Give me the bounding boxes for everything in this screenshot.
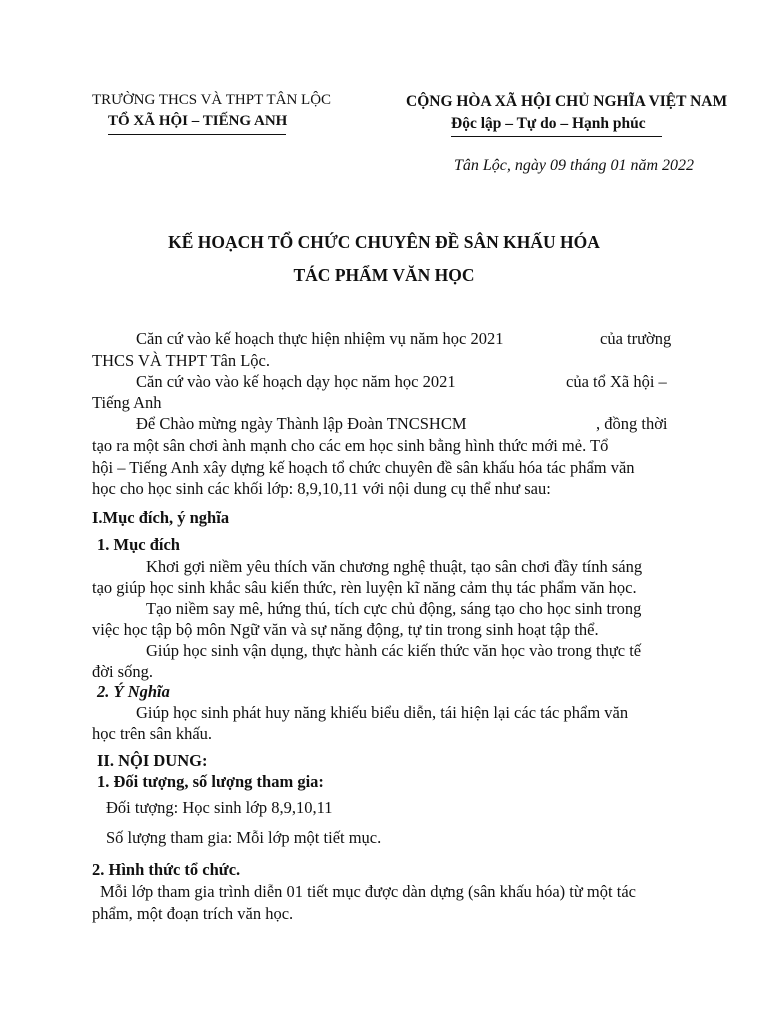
section-2-line-4: phẩm, một đoạn trích văn học. bbox=[92, 904, 294, 923]
intro-p2-c: Tiếng Anh bbox=[92, 393, 162, 412]
section-1-line-7: Giúp học sinh phát huy năng khiếu biểu diễn, tái hiện lại các tác phẩm văn bbox=[136, 703, 629, 722]
department-name: TỔ XÃ HỘI – TIẾNG ANH bbox=[108, 113, 288, 129]
intro-p3-b: , đồng thời bbox=[596, 414, 668, 433]
school-name: TRƯỜNG THCS VÀ THPT TÂN LỘC bbox=[92, 92, 332, 108]
section-1-line-2: tạo giúp học sinh khắc sâu kiến thức, rèn luyện kĩ năng cảm thụ tác phẩm văn học. bbox=[92, 578, 637, 597]
motto-underline bbox=[451, 136, 662, 137]
section-1-line-8: học trên sân khấu. bbox=[92, 724, 213, 743]
section-2-line-1: Đối tượng: Học sinh lớp 8,9,10,11 bbox=[106, 798, 333, 817]
section-2-line-3: Mỗi lớp tham gia trình diễn 01 tiết mục được dàn dựng (sân khấu hóa) từ một tác bbox=[100, 882, 636, 901]
national-title: CỘNG HÒA XÃ HỘI CHỦ NGHĨA VIỆT NAM bbox=[406, 93, 728, 110]
intro-p1-a: Căn cứ vào kế hoạch thực hiện nhiệm vụ năm học 2021 bbox=[136, 329, 504, 348]
section-1-line-5: Giúp học sinh vận dụng, thực hành các kiến thức văn học vào trong thực tế bbox=[146, 641, 642, 660]
intro-p3-c: tạo ra một sân chơi ành mạnh cho các em học sinh bằng hình thức mới mẻ. Tổ bbox=[92, 436, 609, 455]
section-2-sub-1: 1. Đối tượng, số lượng tham gia: bbox=[97, 772, 324, 791]
section-2-sub-2: 2. Hình thức tổ chức. bbox=[92, 860, 241, 879]
section-2-line-2: Số lượng tham gia: Mỗi lớp một tiết mục. bbox=[106, 828, 382, 847]
intro-p3-e: học cho học sinh các khối lớp: 8,9,10,11 với nội dung cụ thể như sau: bbox=[92, 479, 551, 498]
intro-p2-b: của tổ Xã hội – bbox=[566, 372, 667, 391]
national-motto: Độc lập – Tự do – Hạnh phúc bbox=[451, 115, 646, 132]
document-title-line-1: KẾ HOẠCH TỔ CHỨC CHUYÊN ĐỀ SÂN KHẤU HÓA bbox=[168, 232, 600, 252]
document-date: Tân Lộc, ngày 09 tháng 01 năm 2022 bbox=[454, 157, 694, 174]
section-1-heading: I.Mục đích, ý nghĩa bbox=[92, 508, 230, 527]
intro-p1-c: THCS VÀ THPT Tân Lộc. bbox=[92, 351, 270, 370]
section-1-line-6: đời sống. bbox=[92, 662, 153, 681]
intro-p1-b: của trường bbox=[600, 329, 672, 348]
section-1-line-3: Tạo niềm say mê, hứng thú, tích cực chủ động, sáng tạo cho học sinh trong bbox=[146, 599, 642, 618]
section-2-heading: II. NỘI DUNG: bbox=[97, 751, 208, 770]
intro-p3-a: Để Chào mừng ngày Thành lập Đoàn TNCSHCM bbox=[136, 414, 467, 433]
intro-p3-d: hội – Tiếng Anh xây dựng kế hoạch tổ chức chuyên đề sân khấu hóa tác phẩm văn bbox=[92, 458, 635, 477]
document-title-line-2: TÁC PHẨM VĂN HỌC bbox=[293, 265, 475, 285]
intro-p2-a: Căn cứ vào vào kế hoạch dạy học năm học 2021 bbox=[136, 372, 456, 391]
section-1-line-1: Khơi gợi niềm yêu thích văn chương nghệ thuật, tạo sân chơi đầy tính sáng bbox=[146, 557, 643, 576]
section-1-line-4: việc học tập bộ môn Ngữ văn và sự năng động, tự tin trong sinh hoạt tập thể. bbox=[92, 620, 599, 639]
department-underline bbox=[108, 134, 286, 135]
section-1-sub-1: 1. Mục đích bbox=[97, 535, 180, 554]
section-1-sub-2: 2. Ý Nghĩa bbox=[97, 682, 170, 701]
